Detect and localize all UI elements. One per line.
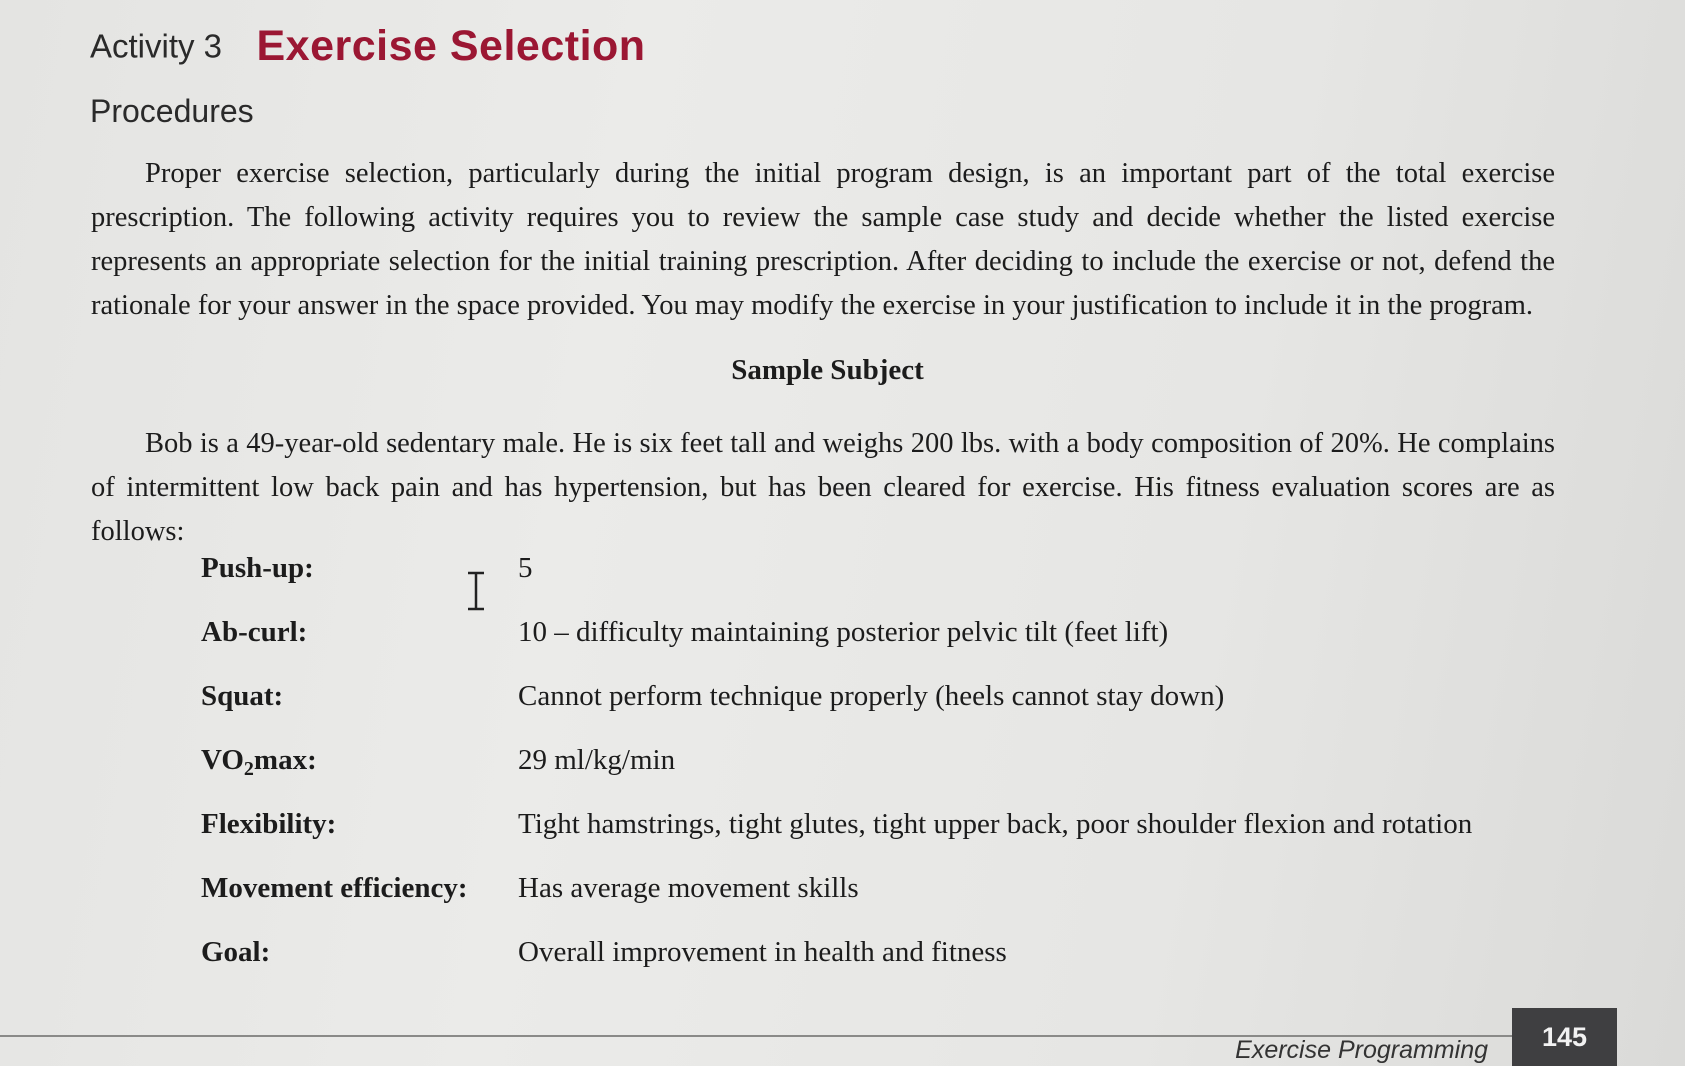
score-value: 10 – difficulty maintaining posterior pelvic tilt (feet lift) (518, 616, 1169, 648)
score-value: Has average movement skills (518, 872, 859, 904)
footer-chapter-title: Exercise Programming (1235, 1036, 1488, 1064)
score-value: Tight hamstrings, tight glutes, tight upper back, poor shoulder flexion and rotation (518, 808, 1473, 840)
score-label-suffix: max: (253, 744, 317, 776)
activity-heading (90, 22, 646, 71)
score-label (201, 744, 317, 781)
sample-subject-heading: Sample Subject (731, 354, 924, 386)
score-label: Movement efficiency: (201, 872, 468, 904)
score-value: Overall improvement in health and fitness (518, 936, 1007, 968)
activity-title: Exercise Selection (256, 22, 646, 70)
score-label-prefix: VO (201, 744, 244, 776)
score-value: 29 ml/kg/min (518, 744, 676, 776)
text-cursor-icon (462, 570, 490, 612)
score-label: Squat: (201, 680, 284, 712)
activity-number: Activity 3 (90, 27, 223, 65)
score-label-subscript: 2 (243, 758, 254, 780)
score-label: Goal: (201, 936, 271, 968)
score-label: Flexibility: (201, 808, 337, 840)
score-label: Ab-curl: (201, 616, 308, 648)
page-number-badge: 145 (1512, 1008, 1617, 1066)
subject-description: Bob is a 49-year-old sedentary male. He is six feet tall and weighs 200 lbs. with a body composition of 20%. He complains of intermittent low back pain and has hypertension, but has been cleared for exercise. His fitness evaluation scores are as follows: (91, 428, 1555, 547)
score-value: 5 (518, 552, 533, 584)
score-label: Push-up: (201, 552, 314, 584)
score-value: Cannot perform technique properly (heels cannot stay down) (518, 680, 1225, 712)
section-heading: Procedures (90, 93, 254, 129)
intro-paragraph: Proper exercise selection, particularly during the initial program design, is an important part of the total exercise prescription. The following activity requires you to review the sample case study and decide whether the listed exercise represents an appropriate selection for the initial training prescription. After deciding to include the exercise or not, defend the rationale for your answer in the space provided. You may modify the exercise in your justification to include it in the program. (91, 158, 1555, 321)
